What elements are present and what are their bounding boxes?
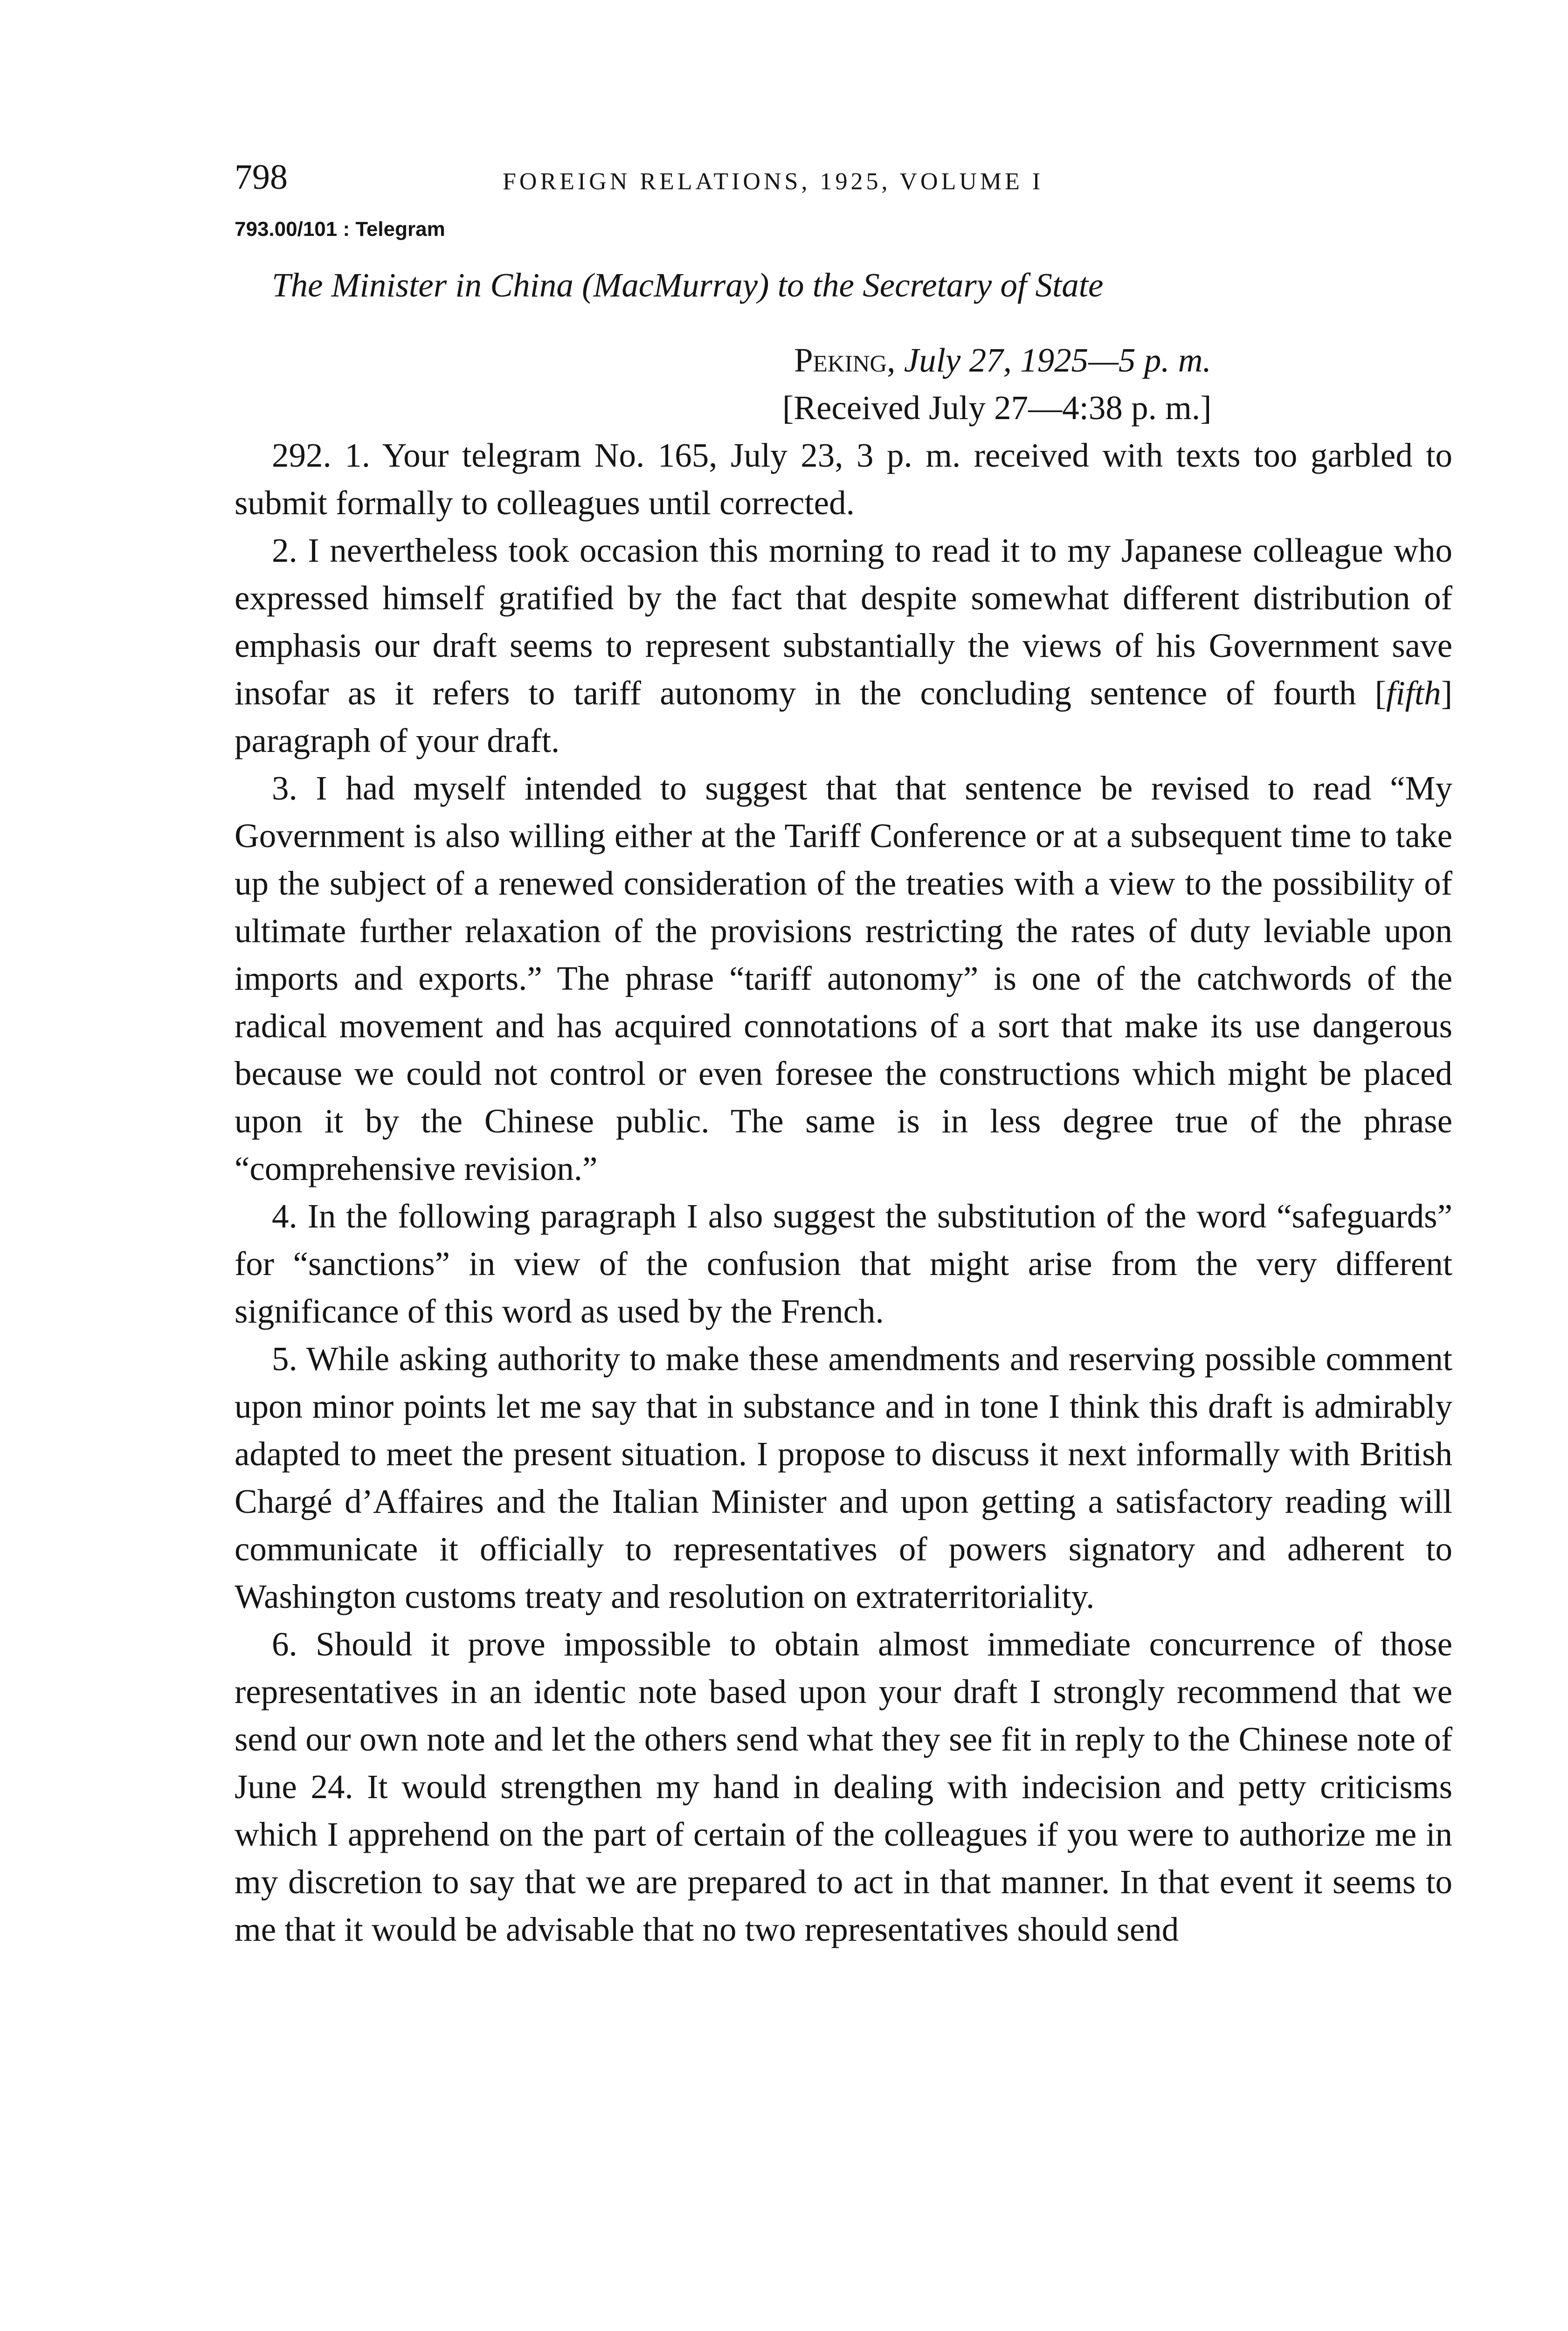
paragraph-3: 3. I had myself intended to suggest that that sentence be revised to read “My Government is also willing either at the Tariff Conference or at a subsequent time to take up the subject of a renewed consideration of the treaties with a view to the possibility of ultimate further relaxation of the provisions restricting the rates of duty leviable upon imports and exports.” The phrase “tariff autonomy” is one of the catchwords of the radical movement and has acquired connotations of a sort that make its use dangerous because we could not control or even foresee the constructions which might be placed upon it by the Chinese public. The same is in less degree true of the phrase “comprehensive revision.” <box>235 769 1452 1187</box>
paragraph-2-italic: fifth <box>1386 674 1441 712</box>
paragraph-2 <box>235 527 1452 765</box>
paragraph-4: 4. In the following paragraph I also suggest the substitution of the word “safeguards” for “sanctions” in view of the confusion that might arise from the very different significance of this word as used by the French. <box>235 1197 1452 1330</box>
received-line: [Received July 27—4:38 p. m.] <box>782 389 1212 427</box>
page-number: 798 <box>235 158 288 197</box>
running-header <box>235 154 1452 205</box>
paragraph-2-text: 2. I nevertheless took occasion this morning to read it to my Japanese colleague who expressed himself gratified by the fact that despite somewhat different distribution of emphasis our draft seems to represent substantially the views of his Government save insofar as it refers to tariff autonomy in the concluding sentence of fourth [ <box>235 531 1452 712</box>
dateline <box>235 337 1452 384</box>
paragraph-5: 5. While asking authority to make these amendments and reserving possible comment upon minor points let me say that in substance and in tone I think this draft is admirably adapted to meet the present situation. I propose to discuss it next informally with British Chargé d’Affaires and the Italian Minister and upon getting a satisfactory reading will communicate it officially to representatives of powers signatory and adherent to Washington customs treaty and resolution on extraterritoriality. <box>235 1340 1452 1615</box>
dateline-date: July 27, 1925—5 p. m. <box>895 341 1211 379</box>
running-title: FOREIGN RELATIONS, 1925, VOLUME I <box>503 168 1044 195</box>
document-page <box>235 154 1452 1953</box>
file-reference: 793.00/101 : Telegram <box>235 218 445 241</box>
paragraph-6: 6. Should it prove impossible to obtain almost immediate concurrence of those representatives in an identic note based upon your draft I strongly recommend that we send our own note and let the others send what they see fit in reply to the Chinese note of June 24. It would strengthen my hand in dealing with indecision and petty criticisms which I apprehend on the part of certain of the colleagues if you were to authorize me in my discretion to say that we are prepared to act in that manner. In that event it seems to me that it would be advisable that no two representatives should send <box>235 1625 1452 1948</box>
paragraph-1: 292. 1. Your telegram No. 165, July 23, 3 p. m. received with texts too garbled to submit formally to colleagues until corrected. <box>235 436 1452 522</box>
paragraph-2-end: ] paragraph of your draft. <box>235 674 1452 759</box>
document-title: The Minister in China (MacMurray) to the Secretary of State <box>272 266 1104 304</box>
dateline-place: Peking, <box>794 341 896 379</box>
